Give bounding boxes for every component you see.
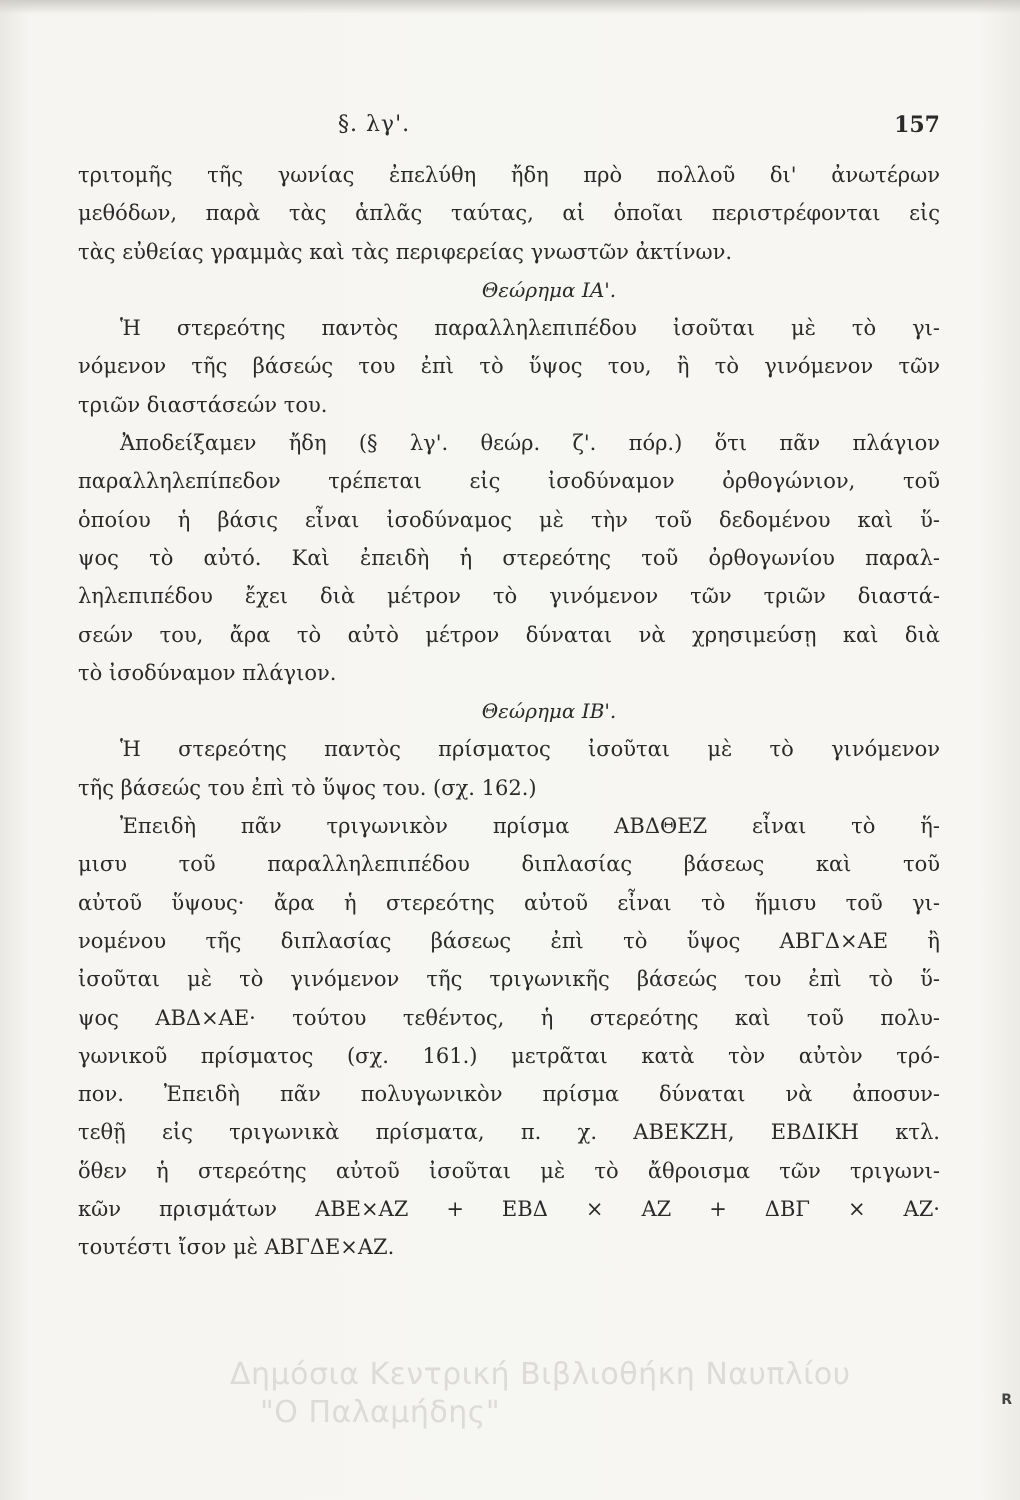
page-top-edge (0, 0, 1020, 14)
text-line: τὰς εὐθείας γραμμὰς καὶ τὰς περιφερείας γνωστῶν ἀκτίνων. (78, 239, 733, 264)
text-line: ληλεπιπέδου ἔχει διὰ μέτρον τὸ γινόμενον τῶν τριῶν διαστά- (78, 584, 940, 609)
page-header (80, 112, 940, 152)
watermark-line-1: Δημόσια Κεντρική Βιβλιοθήκη Ναυπλίου (230, 1357, 851, 1392)
text-line: Ἐπειδὴ πᾶν τριγωνικὸν πρίσμα ΑΒΔΘΕΖ εἶναι τὸ ἥ- (120, 814, 940, 839)
text-line: ὅθεν ἡ στερεότης αὐτοῦ ἰσοῦται μὲ τὸ ἄθροισμα τῶν τριγωνι- (78, 1158, 940, 1183)
text-line: ψος τὸ αὐτό. Καὶ ἐπειδὴ ἡ στερεότης τοῦ ὀρθογωνίου παραλ- (78, 545, 940, 570)
text-line: αὐτοῦ ὕψους· ἄρα ἡ στερεότης αὐτοῦ εἶναι τὸ ἥμισυ τοῦ γι- (78, 890, 940, 915)
theorem-heading: Θεώρημα ΙΒ'. (481, 699, 617, 724)
theorem-heading: Θεώρημα ΙΑ'. (481, 277, 617, 302)
text-line: παραλληλεπίπεδον τρέπεται εἰς ἰσοδύναμον ὀρθογώνιον, τοῦ (78, 469, 940, 494)
text-line: τουτέστι ἴσον μὲ ΑΒΓΔΕ×ΑΖ. (78, 1235, 395, 1260)
text-line: κῶν πρισμάτων ΑΒΕ×ΑΖ + ΕΒΔ × ΑΖ + ΔΒΓ × ΑΖ· (78, 1197, 940, 1222)
page-number: 157 (894, 112, 940, 138)
text-line: πον. Ἐπειδὴ πᾶν πολυγωνικὸν πρίσμα δύναται νὰ ἀποσυν- (78, 1082, 940, 1107)
text-line: ἰσοῦται μὲ τὸ γινόμενον τῆς τριγωνικῆς βάσεώς του ἐπὶ τὸ ὕ- (78, 967, 940, 992)
text-line: μεθόδων, παρὰ τὰς ἁπλᾶς ταύτας, αἱ ὁποῖαι περιστρέφονται εἰς (78, 201, 940, 226)
text-line: τριτομῆς τῆς γωνίας ἐπελύθη ἤδη πρὸ πολλοῦ δι' ἀνωτέρων (78, 163, 940, 187)
text-line: Ἡ στερεότης παντὸς παραλληλεπιπέδου ἰσοῦται μὲ τὸ γι- (120, 316, 940, 341)
text-line: Ἀποδείξαμεν ἤδη (§ λγ'. θεώρ. ζ'. πόρ.) ὅτι πᾶν πλάγιον (120, 431, 940, 456)
text-line: τριῶν διαστάσεών του. (78, 392, 328, 417)
edge-mark: R (1001, 1392, 1012, 1408)
text-line: τεθῇ εἰς τριγωνικὰ πρίσματα, π. χ. ΑΒΕΚΖΗ, ΕΒΔΙΚΗ κτλ. (78, 1120, 940, 1145)
watermark-line-2: "Ο Παλαμήδης" (260, 1395, 501, 1430)
text-line: γωνικοῦ πρίσματος (σχ. 161.) μετρᾶται κατὰ τὸν αὐτὸν τρό- (78, 1043, 940, 1068)
section-mark: §. λγ'. (338, 112, 411, 137)
text-line: νόμενον τῆς βάσεώς του ἐπὶ τὸ ὕψος του, ἢ τὸ γινόμενον τῶν (78, 354, 940, 379)
text-line: νομένου τῆς διπλασίας βάσεως ἐπὶ τὸ ὕψος ΑΒΓΔ×ΑΕ ἢ (78, 928, 940, 953)
text-line: ὁποίου ἡ βάσις εἶναι ἰσοδύναμος μὲ τὴν τοῦ δεδομένου καὶ ὕ- (78, 507, 940, 532)
text-line: σεών του, ἄρα τὸ αὐτὸ μέτρον δύναται νὰ χρησιμεύσῃ καὶ διὰ (78, 622, 940, 647)
body-text (78, 156, 940, 1267)
text-line: Ἡ στερεότης παντὸς πρίσματος ἰσοῦται μὲ τὸ γινόμενον (120, 737, 940, 762)
text-line: μισυ τοῦ παραλληλεπιπέδου διπλασίας βάσεως καὶ τοῦ (78, 852, 940, 877)
text-line: τὸ ἰσοδύναμον πλάγιον. (78, 660, 337, 685)
library-watermark (230, 1356, 990, 1432)
text-line: ψος ΑΒΔ×ΑΕ· τούτου τεθέντος, ἡ στερεότης καὶ τοῦ πολυ- (78, 1005, 940, 1030)
text-line: τῆς βάσεώς του ἐπὶ τὸ ὕψος του. (σχ. 162.) (78, 775, 537, 800)
